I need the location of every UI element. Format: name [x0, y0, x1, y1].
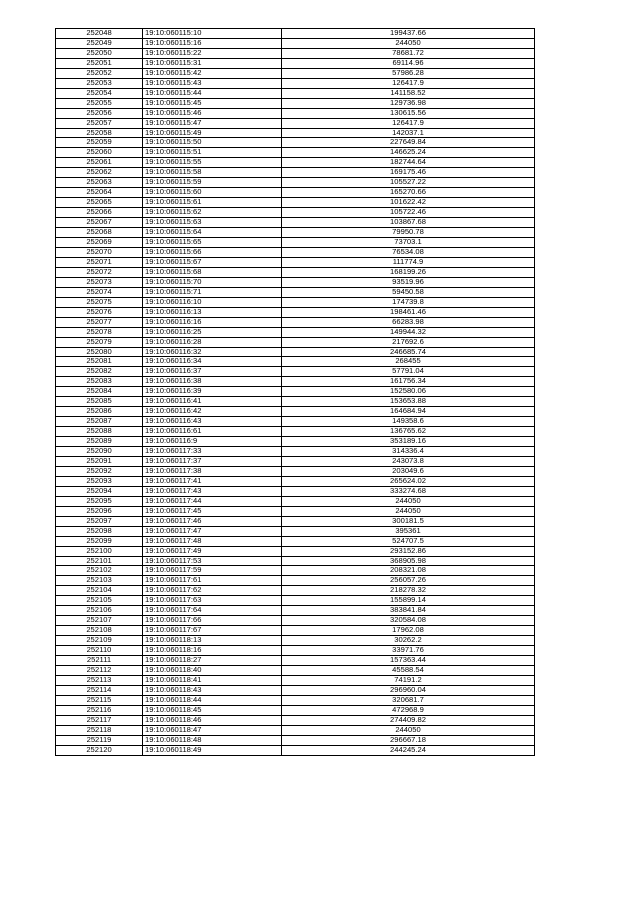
row-time-cell: 19:10:060115:67 [143, 257, 282, 267]
table-row [56, 606, 535, 616]
row-time-cell: 19:10:060117:33 [143, 447, 282, 457]
row-id-cell: 252112 [56, 666, 143, 676]
row-amount-cell: 155899.14 [282, 596, 535, 606]
table-row [56, 198, 535, 208]
row-amount-cell: 153653.88 [282, 397, 535, 407]
row-time-cell: 19:10:060116:13 [143, 307, 282, 317]
row-amount-cell: 244050 [282, 725, 535, 735]
table-row [56, 267, 535, 277]
row-amount-cell: 45588.54 [282, 666, 535, 676]
row-id-cell: 252059 [56, 138, 143, 148]
row-id-cell: 252108 [56, 626, 143, 636]
row-time-cell: 19:10:060116:9 [143, 437, 282, 447]
row-id-cell: 252089 [56, 437, 143, 447]
table-row [56, 666, 535, 676]
table-row [56, 168, 535, 178]
row-time-cell: 19:10:060118:43 [143, 685, 282, 695]
row-id-cell: 252088 [56, 427, 143, 437]
row-amount-cell: 244050 [282, 38, 535, 48]
table-row [56, 188, 535, 198]
row-time-cell: 19:10:060117:49 [143, 546, 282, 556]
row-time-cell: 19:10:060117:45 [143, 506, 282, 516]
table-row [56, 486, 535, 496]
row-time-cell: 19:10:060115:42 [143, 68, 282, 78]
table-row [56, 357, 535, 367]
row-time-cell: 19:10:060117:64 [143, 606, 282, 616]
row-time-cell: 19:10:060116:38 [143, 377, 282, 387]
table-row [56, 466, 535, 476]
row-id-cell: 252105 [56, 596, 143, 606]
row-time-cell: 19:10:060115:22 [143, 48, 282, 58]
row-time-cell: 19:10:060116:34 [143, 357, 282, 367]
table-row [56, 516, 535, 526]
table-row [56, 506, 535, 516]
table-row [56, 58, 535, 68]
row-id-cell: 252118 [56, 725, 143, 735]
table-row [56, 427, 535, 437]
table-row [56, 705, 535, 715]
table-row [56, 725, 535, 735]
row-amount-cell: 101622.42 [282, 198, 535, 208]
row-amount-cell: 244050 [282, 496, 535, 506]
row-amount-cell: 33971.76 [282, 646, 535, 656]
row-id-cell: 252081 [56, 357, 143, 367]
table-row [56, 636, 535, 646]
table-row [56, 228, 535, 238]
table-row [56, 297, 535, 307]
row-id-cell: 252056 [56, 108, 143, 118]
row-amount-cell: 203049.6 [282, 466, 535, 476]
row-amount-cell: 333274.68 [282, 486, 535, 496]
row-time-cell: 19:10:060117:43 [143, 486, 282, 496]
table-row [56, 347, 535, 357]
row-amount-cell: 300181.5 [282, 516, 535, 526]
row-id-cell: 252114 [56, 685, 143, 695]
row-amount-cell: 246685.74 [282, 347, 535, 357]
row-id-cell: 252054 [56, 88, 143, 98]
row-time-cell: 19:10:060117:44 [143, 496, 282, 506]
row-id-cell: 252069 [56, 238, 143, 248]
row-id-cell: 252057 [56, 118, 143, 128]
row-amount-cell: 69114.96 [282, 58, 535, 68]
row-id-cell: 252060 [56, 148, 143, 158]
table-row [56, 138, 535, 148]
row-amount-cell: 296960.04 [282, 685, 535, 695]
row-id-cell: 252070 [56, 247, 143, 257]
row-time-cell: 19:10:060115:45 [143, 98, 282, 108]
row-amount-cell: 73703.1 [282, 238, 535, 248]
row-time-cell: 19:10:060116:32 [143, 347, 282, 357]
row-amount-cell: 217692.6 [282, 337, 535, 347]
row-id-cell: 252098 [56, 526, 143, 536]
row-amount-cell: 472968.9 [282, 705, 535, 715]
table-row [56, 476, 535, 486]
row-time-cell: 19:10:060115:61 [143, 198, 282, 208]
row-id-cell: 252062 [56, 168, 143, 178]
row-amount-cell: 314336.4 [282, 447, 535, 457]
row-time-cell: 19:10:060117:61 [143, 576, 282, 586]
row-amount-cell: 157363.44 [282, 656, 535, 666]
table-row [56, 238, 535, 248]
row-amount-cell: 268455 [282, 357, 535, 367]
data-table [55, 28, 535, 756]
row-time-cell: 19:10:060115:55 [143, 158, 282, 168]
row-time-cell: 19:10:060115:46 [143, 108, 282, 118]
table-row [56, 496, 535, 506]
row-time-cell: 19:10:060116:10 [143, 297, 282, 307]
row-time-cell: 19:10:060116:28 [143, 337, 282, 347]
row-time-cell: 19:10:060117:48 [143, 536, 282, 546]
table-row [56, 148, 535, 158]
row-id-cell: 252100 [56, 546, 143, 556]
table-row [56, 218, 535, 228]
row-amount-cell: 57791.04 [282, 367, 535, 377]
row-time-cell: 19:10:060118:44 [143, 695, 282, 705]
table-row [56, 656, 535, 666]
row-amount-cell: 152580.06 [282, 387, 535, 397]
row-id-cell: 252095 [56, 496, 143, 506]
row-amount-cell: 227649.84 [282, 138, 535, 148]
row-time-cell: 19:10:060118:13 [143, 636, 282, 646]
row-amount-cell: 146625.24 [282, 148, 535, 158]
row-time-cell: 19:10:060117:38 [143, 466, 282, 476]
row-id-cell: 252109 [56, 636, 143, 646]
row-time-cell: 19:10:060115:31 [143, 58, 282, 68]
row-id-cell: 252075 [56, 297, 143, 307]
table-row [56, 367, 535, 377]
table-row [56, 38, 535, 48]
row-time-cell: 19:10:060115:71 [143, 287, 282, 297]
row-amount-cell: 199437.66 [282, 29, 535, 39]
row-time-cell: 19:10:060115:43 [143, 78, 282, 88]
row-id-cell: 252071 [56, 257, 143, 267]
table-row [56, 715, 535, 725]
row-amount-cell: 129736.98 [282, 98, 535, 108]
row-id-cell: 252068 [56, 228, 143, 238]
table-row [56, 287, 535, 297]
table-row [56, 128, 535, 138]
row-time-cell: 19:10:060118:27 [143, 656, 282, 666]
row-time-cell: 19:10:060116:37 [143, 367, 282, 377]
row-id-cell: 252119 [56, 735, 143, 745]
row-id-cell: 252086 [56, 407, 143, 417]
row-id-cell: 252076 [56, 307, 143, 317]
row-amount-cell: 141158.52 [282, 88, 535, 98]
row-time-cell: 19:10:060115:59 [143, 178, 282, 188]
row-amount-cell: 182744.64 [282, 158, 535, 168]
row-time-cell: 19:10:060115:49 [143, 128, 282, 138]
row-id-cell: 252074 [56, 287, 143, 297]
table-row [56, 257, 535, 267]
row-amount-cell: 274409.82 [282, 715, 535, 725]
table-row [56, 646, 535, 656]
row-time-cell: 19:10:060115:64 [143, 228, 282, 238]
row-id-cell: 252097 [56, 516, 143, 526]
row-id-cell: 252104 [56, 586, 143, 596]
row-amount-cell: 161756.34 [282, 377, 535, 387]
row-id-cell: 252050 [56, 48, 143, 58]
row-id-cell: 252084 [56, 387, 143, 397]
row-time-cell: 19:10:060118:45 [143, 705, 282, 715]
row-id-cell: 252111 [56, 656, 143, 666]
row-amount-cell: 142037.1 [282, 128, 535, 138]
row-id-cell: 252107 [56, 616, 143, 626]
row-id-cell: 252049 [56, 38, 143, 48]
data-table-container [55, 28, 531, 756]
row-amount-cell: 218278.32 [282, 586, 535, 596]
row-time-cell: 19:10:060116:61 [143, 427, 282, 437]
table-row [56, 546, 535, 556]
row-time-cell: 19:10:060116:43 [143, 417, 282, 427]
row-amount-cell: 105722.46 [282, 208, 535, 218]
row-id-cell: 252103 [56, 576, 143, 586]
row-id-cell: 252072 [56, 267, 143, 277]
row-time-cell: 19:10:060115:70 [143, 277, 282, 287]
row-amount-cell: 383841.84 [282, 606, 535, 616]
row-id-cell: 252096 [56, 506, 143, 516]
table-row [56, 586, 535, 596]
row-id-cell: 252116 [56, 705, 143, 715]
row-id-cell: 252115 [56, 695, 143, 705]
row-id-cell: 252053 [56, 78, 143, 88]
row-time-cell: 19:10:060115:44 [143, 88, 282, 98]
row-amount-cell: 130615.56 [282, 108, 535, 118]
table-row [56, 307, 535, 317]
row-amount-cell: 244245.24 [282, 745, 535, 755]
row-time-cell: 19:10:060115:68 [143, 267, 282, 277]
row-amount-cell: 126417.9 [282, 78, 535, 88]
row-amount-cell: 169175.46 [282, 168, 535, 178]
row-amount-cell: 164684.94 [282, 407, 535, 417]
row-amount-cell: 105527.22 [282, 178, 535, 188]
table-row [56, 118, 535, 128]
row-amount-cell: 57986.28 [282, 68, 535, 78]
row-amount-cell: 198461.46 [282, 307, 535, 317]
row-id-cell: 252110 [56, 646, 143, 656]
table-row [56, 596, 535, 606]
row-time-cell: 19:10:060115:65 [143, 238, 282, 248]
row-id-cell: 252067 [56, 218, 143, 228]
row-time-cell: 19:10:060115:66 [143, 247, 282, 257]
row-id-cell: 252065 [56, 198, 143, 208]
row-time-cell: 19:10:060117:41 [143, 476, 282, 486]
table-row [56, 735, 535, 745]
row-amount-cell: 76534.08 [282, 247, 535, 257]
table-body [56, 29, 535, 756]
row-id-cell: 252106 [56, 606, 143, 616]
row-id-cell: 252099 [56, 536, 143, 546]
row-time-cell: 19:10:060117:66 [143, 616, 282, 626]
row-amount-cell: 395361 [282, 526, 535, 536]
row-id-cell: 252120 [56, 745, 143, 755]
row-time-cell: 19:10:060118:48 [143, 735, 282, 745]
row-amount-cell: 136765.62 [282, 427, 535, 437]
row-amount-cell: 126417.9 [282, 118, 535, 128]
table-row [56, 88, 535, 98]
table-row [56, 456, 535, 466]
table-row [56, 695, 535, 705]
row-amount-cell: 174739.8 [282, 297, 535, 307]
row-time-cell: 19:10:060116:16 [143, 317, 282, 327]
table-row [56, 675, 535, 685]
row-id-cell: 252092 [56, 466, 143, 476]
row-time-cell: 19:10:060117:53 [143, 556, 282, 566]
row-amount-cell: 265624.02 [282, 476, 535, 486]
table-row [56, 247, 535, 257]
row-amount-cell: 368905.98 [282, 556, 535, 566]
row-time-cell: 19:10:060115:60 [143, 188, 282, 198]
table-row [56, 437, 535, 447]
table-row [56, 685, 535, 695]
row-time-cell: 19:10:060116:42 [143, 407, 282, 417]
row-amount-cell: 30262.2 [282, 636, 535, 646]
row-amount-cell: 78681.72 [282, 48, 535, 58]
row-time-cell: 19:10:060115:51 [143, 148, 282, 158]
row-id-cell: 252083 [56, 377, 143, 387]
table-row [56, 317, 535, 327]
row-amount-cell: 103867.68 [282, 218, 535, 228]
table-row [56, 417, 535, 427]
row-amount-cell: 320681.7 [282, 695, 535, 705]
row-time-cell: 19:10:060118:40 [143, 666, 282, 676]
row-amount-cell: 320584.08 [282, 616, 535, 626]
row-amount-cell: 149358.6 [282, 417, 535, 427]
row-amount-cell: 59450.58 [282, 287, 535, 297]
row-time-cell: 19:10:060115:10 [143, 29, 282, 39]
row-time-cell: 19:10:060117:46 [143, 516, 282, 526]
row-amount-cell: 111774.9 [282, 257, 535, 267]
row-id-cell: 252102 [56, 566, 143, 576]
row-time-cell: 19:10:060118:47 [143, 725, 282, 735]
row-amount-cell: 165270.66 [282, 188, 535, 198]
table-row [56, 377, 535, 387]
table-row [56, 626, 535, 636]
table-row [56, 576, 535, 586]
row-id-cell: 252085 [56, 397, 143, 407]
row-id-cell: 252087 [56, 417, 143, 427]
table-row [56, 407, 535, 417]
row-amount-cell: 293152.86 [282, 546, 535, 556]
row-time-cell: 19:10:060117:59 [143, 566, 282, 576]
row-id-cell: 252061 [56, 158, 143, 168]
row-amount-cell: 66283.98 [282, 317, 535, 327]
table-row [56, 327, 535, 337]
row-amount-cell: 524707.5 [282, 536, 535, 546]
table-row [56, 536, 535, 546]
table-row [56, 447, 535, 457]
row-id-cell: 252082 [56, 367, 143, 377]
row-id-cell: 252063 [56, 178, 143, 188]
row-amount-cell: 149944.32 [282, 327, 535, 337]
row-time-cell: 19:10:060117:62 [143, 586, 282, 596]
row-id-cell: 252113 [56, 675, 143, 685]
row-id-cell: 252073 [56, 277, 143, 287]
row-time-cell: 19:10:060115:62 [143, 208, 282, 218]
row-amount-cell: 208321.08 [282, 566, 535, 576]
row-amount-cell: 168199.26 [282, 267, 535, 277]
row-time-cell: 19:10:060117:47 [143, 526, 282, 536]
row-id-cell: 252064 [56, 188, 143, 198]
row-amount-cell: 296667.18 [282, 735, 535, 745]
table-row [56, 745, 535, 755]
row-time-cell: 19:10:060115:47 [143, 118, 282, 128]
table-row [56, 556, 535, 566]
table-row [56, 616, 535, 626]
row-id-cell: 252079 [56, 337, 143, 347]
table-row [56, 397, 535, 407]
row-amount-cell: 79950.78 [282, 228, 535, 238]
row-time-cell: 19:10:060118:16 [143, 646, 282, 656]
row-time-cell: 19:10:060117:67 [143, 626, 282, 636]
table-row [56, 68, 535, 78]
table-row [56, 208, 535, 218]
table-row [56, 387, 535, 397]
row-amount-cell: 244050 [282, 506, 535, 516]
table-row [56, 337, 535, 347]
row-id-cell: 252091 [56, 456, 143, 466]
row-amount-cell: 74191.2 [282, 675, 535, 685]
row-amount-cell: 243073.8 [282, 456, 535, 466]
table-row [56, 178, 535, 188]
row-id-cell: 252066 [56, 208, 143, 218]
table-row [56, 78, 535, 88]
row-time-cell: 19:10:060115:50 [143, 138, 282, 148]
row-time-cell: 19:10:060116:25 [143, 327, 282, 337]
row-id-cell: 252090 [56, 447, 143, 457]
row-time-cell: 19:10:060117:63 [143, 596, 282, 606]
row-id-cell: 252048 [56, 29, 143, 39]
table-row [56, 108, 535, 118]
row-id-cell: 252080 [56, 347, 143, 357]
row-id-cell: 252051 [56, 58, 143, 68]
row-time-cell: 19:10:060117:37 [143, 456, 282, 466]
row-id-cell: 252052 [56, 68, 143, 78]
row-id-cell: 252117 [56, 715, 143, 725]
row-amount-cell: 93519.96 [282, 277, 535, 287]
table-row [56, 48, 535, 58]
table-row [56, 277, 535, 287]
row-time-cell: 19:10:060118:41 [143, 675, 282, 685]
row-id-cell: 252078 [56, 327, 143, 337]
row-amount-cell: 17962.08 [282, 626, 535, 636]
row-id-cell: 252055 [56, 98, 143, 108]
table-row [56, 566, 535, 576]
row-id-cell: 252058 [56, 128, 143, 138]
row-id-cell: 252093 [56, 476, 143, 486]
table-row [56, 526, 535, 536]
table-row [56, 29, 535, 39]
table-row [56, 158, 535, 168]
row-amount-cell: 353189.16 [282, 437, 535, 447]
row-time-cell: 19:10:060118:46 [143, 715, 282, 725]
row-time-cell: 19:10:060116:41 [143, 397, 282, 407]
row-id-cell: 252094 [56, 486, 143, 496]
row-time-cell: 19:10:060118:49 [143, 745, 282, 755]
row-time-cell: 19:10:060115:58 [143, 168, 282, 178]
row-time-cell: 19:10:060115:16 [143, 38, 282, 48]
table-row [56, 98, 535, 108]
row-id-cell: 252077 [56, 317, 143, 327]
row-id-cell: 252101 [56, 556, 143, 566]
row-amount-cell: 256057.26 [282, 576, 535, 586]
row-time-cell: 19:10:060116:39 [143, 387, 282, 397]
row-time-cell: 19:10:060115:63 [143, 218, 282, 228]
